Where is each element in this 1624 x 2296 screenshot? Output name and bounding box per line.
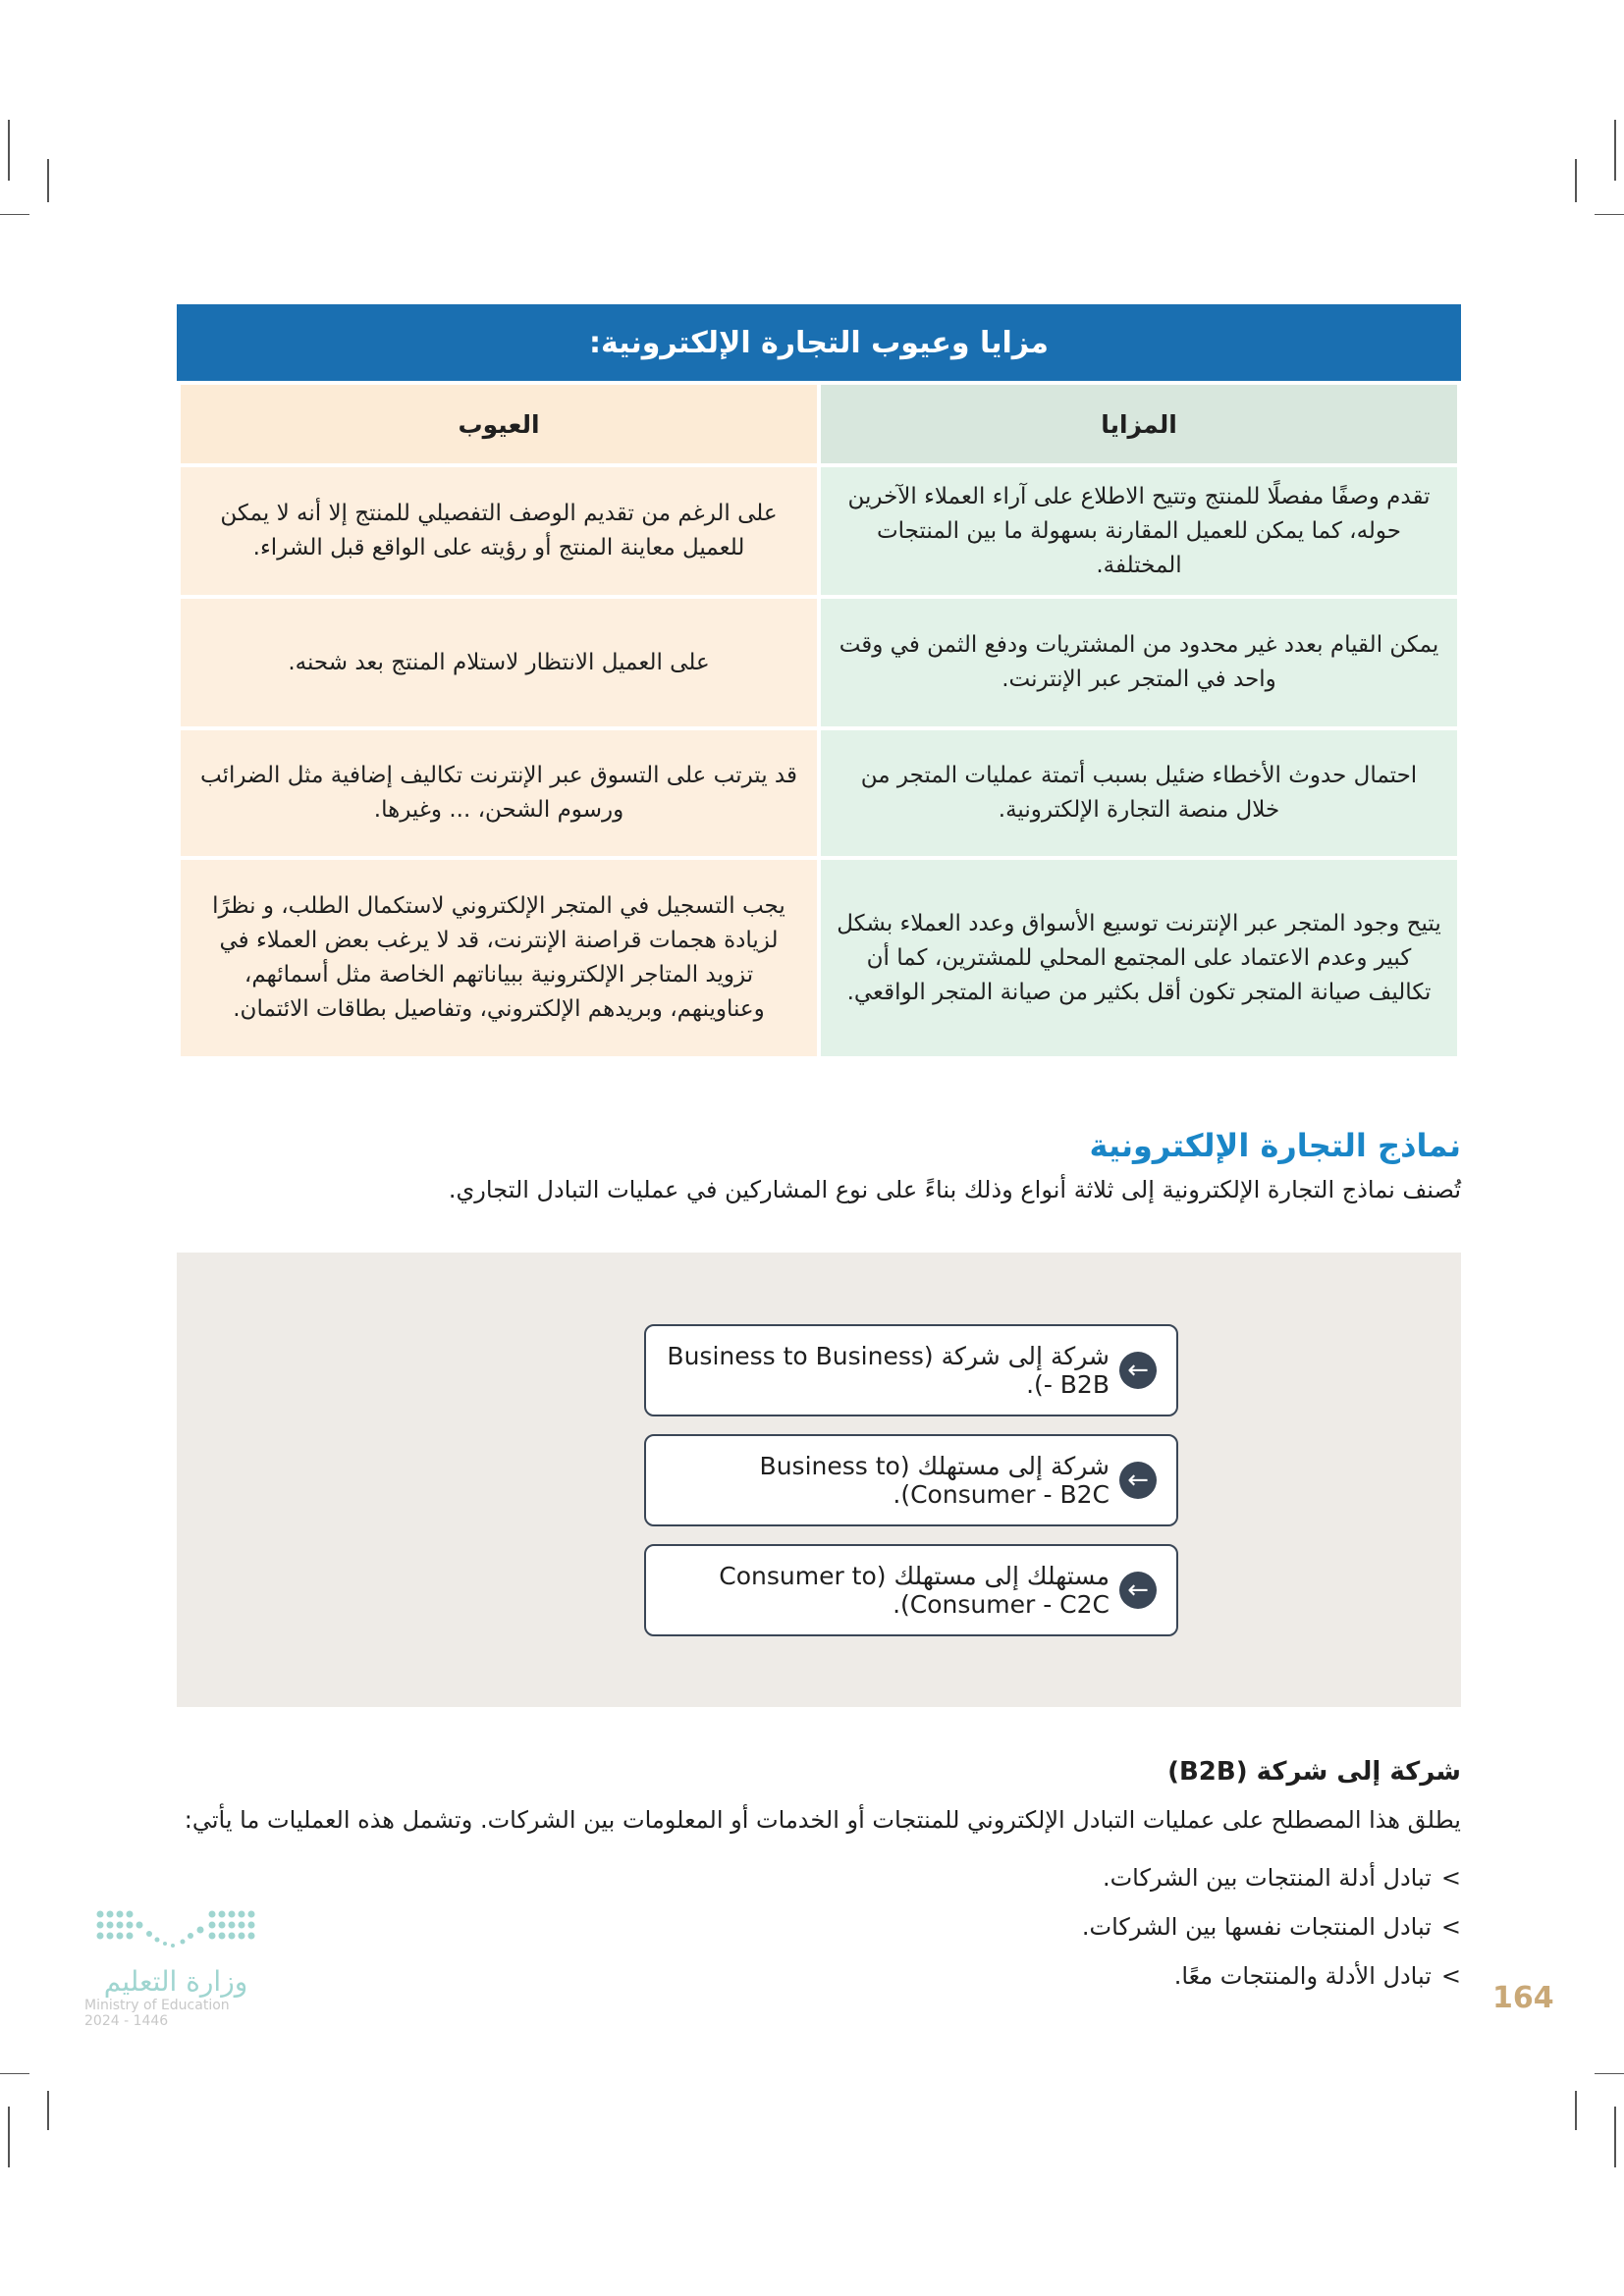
crop-mark [1595,2073,1624,2074]
advantage-cell: يمكن القيام بعدد غير محدود من المشتريات ودفع الثمن في وقت واحد في المتجر عبر الإنترنت. [821,599,1457,726]
logo-year-text: 2024 - 1446 [84,2013,169,2029]
advantages-header: المزايا [821,385,1457,463]
crop-mark [1595,214,1624,215]
model-b2b [644,1324,1178,1416]
pros-cons-table [177,304,1461,1060]
list-marker: > [1440,1864,1461,1892]
models-box [177,1253,1461,1707]
ministry-logo [82,1904,269,2029]
advantage-cell: تقدم وصفًا مفصلًا للمنتج وتتيح الاطلاع على آراء العملاء الآخرين حوله، كما يمكن للعميل المقارنة بسهولة ما بين المنتجات المختلفة. [821,467,1457,595]
crop-mark [47,2091,49,2130]
table-row [181,467,1457,595]
crop-mark [8,2107,10,2167]
arrow-left-icon: ← [1119,1462,1157,1499]
crop-mark [1614,120,1616,181]
disadvantage-cell: قد يترتب على التسوق عبر الإنترنت تكاليف إضافية مثل الضرائب ورسوم الشحن، ... وغيرها. [181,730,817,856]
list-item-text: تبادل الأدلة والمنتجات معًا. [1173,1962,1432,1990]
list-item-text: تبادل أدلة المنتجات بين الشركات. [1102,1864,1432,1892]
list-item [1082,1902,1461,1951]
model-label: مستهلك إلى مستهلك (Consumer to Consumer - C2C). [719,1562,1110,1619]
crop-mark [47,159,49,202]
logo-english-text: Ministry of Education [84,1998,230,2013]
table-row [181,730,1457,856]
logo-dots-icon [92,1904,259,1959]
list-marker: > [1440,1913,1461,1941]
crop-mark [1575,2091,1577,2130]
crop-mark [0,214,29,215]
model-b2c [644,1434,1178,1526]
crop-mark [1575,159,1577,202]
advantage-cell: احتمال حدوث الأخطاء ضئيل بسبب أتمتة عمليات المتجر من خلال منصة التجارة الإلكترونية. [821,730,1457,856]
section-intro: تُصنف نماذج التجارة الإلكترونية إلى ثلاثة أنواع وذلك بناءً على نوع المشاركين في عمليات التبادل التجاري. [448,1176,1461,1203]
model-c2c [644,1544,1178,1636]
disadvantage-cell: يجب التسجيل في المتجر الإلكتروني لاستكمال الطلب، و نظرًا لزيادة هجمات قراصنة الإنترنت، قد لا يرغب بعض العملاء في تزويد المتاجر الإلكترونية ببياناتهم الخاصة مثل أسمائهم، وعناوينهم، وبريدهم الإلكتروني، وتفاصيل بطاقات الائتمان. [181,860,817,1056]
crop-mark [8,120,10,181]
crop-mark [1614,2107,1616,2167]
table-row [181,599,1457,726]
list-item-text: تبادل المنتجات نفسها بين الشركات. [1081,1913,1432,1941]
b2b-list [1082,1853,1461,2001]
comparison-table [177,381,1461,1060]
list-item [1082,1951,1461,2001]
b2b-heading: شركة إلى شركة (B2B) [1167,1757,1461,1787]
b2b-description: يطلق هذا المصطلح على عمليات التبادل الإلكتروني للمنتجات أو الخدمات أو المعلومات بين الشركات. وتشمل هذه العمليات ما يأتي: [184,1806,1461,1834]
model-label: شركة إلى مستهلك (Business to Consumer - B2C). [759,1452,1110,1509]
logo-arabic-text: وزارة التعليم [103,1965,248,1998]
arrow-left-icon: ← [1119,1352,1157,1389]
disadvantage-cell: على الرغم من تقديم الوصف التفصيلي للمنتج إلا أنه لا يمكن للعميل معاينة المنتج أو رؤيته على الواقع قبل الشراء. [181,467,817,595]
advantage-cell: يتيح وجود المتجر عبر الإنترنت توسيع الأسواق وعدد العملاء بشكل كبير وعدم الاعتماد على المجتمع المحلي للمشترين، كما أن تكاليف صيانة المتجر تكون أقل بكثير من صيانة المتجر الواقعي. [821,860,1457,1056]
table-row [181,860,1457,1056]
model-label: شركة إلى شركة (Business to Business - B2B). [667,1342,1110,1399]
section-heading: نماذج التجارة الإلكترونية [1089,1127,1461,1164]
crop-mark [0,2073,29,2074]
disadvantages-header: العيوب [181,385,817,463]
list-marker: > [1440,1962,1461,1990]
table-title: مزايا وعيوب التجارة الإلكترونية: [177,304,1461,381]
page-number: 164 [1492,1981,1554,2015]
arrow-left-icon: ← [1119,1572,1157,1609]
disadvantage-cell: على العميل الانتظار لاستلام المنتج بعد شحنه. [181,599,817,726]
list-item [1082,1853,1461,1902]
